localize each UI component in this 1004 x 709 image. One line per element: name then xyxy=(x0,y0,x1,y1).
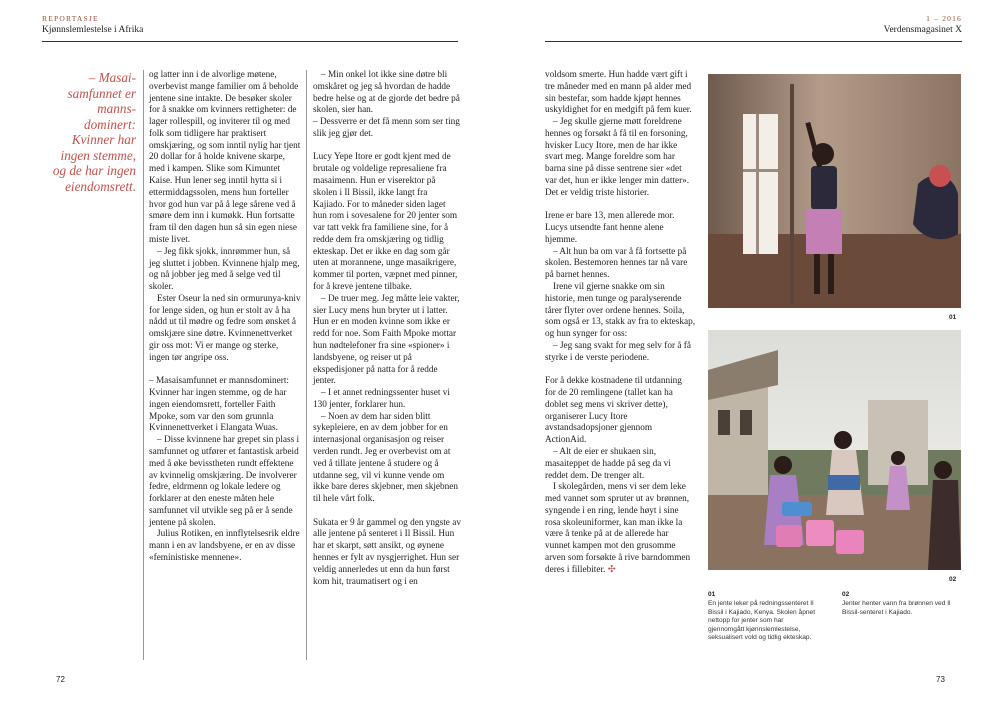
page-number-right: 73 xyxy=(936,675,945,684)
text-column-3 xyxy=(545,70,695,577)
paragraph: Sukata er 9 år gammel og den yngste av alle jentene på senteret i Il Bissil. Hun har et skarpt, søtt ansikt, og øynene hennes er fylt av nysgjerrighet. Hun ser veldig annerledes ut enn da hun først kom hit, traumatisert og i en xyxy=(313,517,461,587)
caption-number-2: 02 xyxy=(842,591,850,598)
paragraph xyxy=(545,482,695,576)
column-divider xyxy=(306,70,307,660)
paragraph: – Noen av dem har siden blitt sykepleiere, en av dem jobber for en internasjonal organisasjon og reiser verden rundt. Jeg er overbevist om at ved å tillate jentene å studere og å utdanne seg, vil vi kunne vende om ikke bare deres skjebner, men skjebnen til hele vårt folk. xyxy=(313,411,459,505)
photo-number-1: 01 xyxy=(949,314,957,321)
paragraph: og latter inn i de alvorlige møtene, overbevist mange familier om å beholde jentene sine intakte. De besøker skoler for å snakke om kvinners rettigheter: de lager rollespill, og inviterer til og med folk som tidligere har praktisert omskjæring, og som inntil nylig har tjent 20 dollar for å holde knivene skarpe, med i kampen. Slike som Kimuntet Kaise. Hun lener seg inntil hytta si i ettermiddagssolen, mens hun forteller hvor god hun var på å lege sårene ved å smøre dem inn i kumøkk. Hun fortsatte fram til den dagen hun så sin egen niese miste livet. xyxy=(149,70,301,245)
caption-2: Jenter henter vann fra brønnen ved Il Bissil-senteret i Kajiado. xyxy=(842,600,951,616)
article-topic: Kjønnslemlestelse i Afrika xyxy=(42,25,144,35)
paragraph: Irene vil gjerne snakke om sin historie, men tunge og paralyserende tårer flyter over ordene hennes. Soila, som også er 13, stakk av fra to ekteskap, og hun synger for oss: xyxy=(545,282,696,340)
pull-quote: – Masaisamfunnet er mannsdominert: Kvinner har ingen stemme, og de har ingen eiendomsrett. xyxy=(52,70,136,194)
magazine-name: Verdensmagasinet X xyxy=(883,25,962,35)
caption-number-1: 01 xyxy=(708,591,716,598)
page-number-left: 72 xyxy=(56,675,65,684)
paragraph: – Masaisamfunnet er mannsdominert: Kvinner har ingen stemme, og de har ingen eiendomsrett, forteller Faith Mpoke, som var den som grunnla Kvinnenettverket i Elangata Wuas. xyxy=(149,376,290,434)
paragraph: – Min onkel lot ikke sine døtre bli omskåret og jeg så hvordan de hadde bedre helse og at de gjorde det bedre på skolen, sier han. xyxy=(313,70,460,116)
text-column-2 xyxy=(313,70,461,588)
issue-label: 1 – 2016 xyxy=(926,14,962,23)
column-divider xyxy=(143,70,144,660)
end-mark-icon: ✣ xyxy=(607,564,616,575)
paragraph: Irene er bare 13, men allerede mor. Lucys utsendte fant henne alene hjemme. xyxy=(545,211,675,245)
paragraph: – Alt de eier er shukaen sin, masaiteppet de hadde på seg da vi reddet dem. De trenger alt. xyxy=(545,446,671,481)
paragraph: – Alt hun ba om var å få fortsette på skolen. Bestemoren hennes tar nå vare på barnet hennes. xyxy=(545,246,688,281)
paragraph: – Jeg skulle gjerne møtt foreldrene hennes og forsøkt å få til en forsoning, hvisker Lucy Itore, men de har ikke svart meg. Mange foreldre som har barna sine på disse sentrene sier «det var det, hun er ikke lenger min datter». Det er veldig triste historier. xyxy=(545,117,690,198)
header-rule-left xyxy=(42,41,458,42)
paragraph: – De truer meg. Jeg måtte leie vakter, sier Lucy mens hun bryter ut i latter. Hun er en moden kvinne som ikke er redd for noe. Som Faith Mpoke mottar hun nødtelefoner fra sine «spioner» i landsbyene, og reiser ut på ekspedisjoner på natta for å redde jenter. xyxy=(313,293,460,387)
paragraph: Ester Oseur la ned sin ormurunya-kniv for lenge siden, og hun er stolt av å ha nådd ut til mødre og fedre som ønsket å omskjære sine døtre. Kvinnenettverket gir oss mot: Vi er mange og sterke, ingen tør angripe oss. xyxy=(149,293,301,363)
paragraph: – Dessverre er det få menn som ser ting slik jeg gjør det. xyxy=(313,117,460,139)
section-label: REPORTASJE xyxy=(42,14,99,23)
paragraph: – I et annet redningssenter huset vi 130 jenter, forklarer hun. xyxy=(313,388,450,410)
paragraph-text: I skolegården, mens vi ser dem leke med vannet som spruter ut av brønnen, syngende i en ring, lende høyt i sine rosa skoleuniformer, kan man ikke la være å tenke på at de allerede har vunnet kampen mot den grusomme arven som forsøkte å rive barndommen deres i fillebiter. xyxy=(545,482,691,575)
caption-1: En jente leker på redningssenteret Il Bissil i Kajiado, Kenya. Skolen åpnet nettopp for jenter som har gjennomgått kjønnslemlestelse, seksualisert vold og tidlig ekteskap. xyxy=(708,600,816,642)
paragraph: – Disse kvinnene har grepet sin plass i samfunnet og utfører et fantastisk arbeid med å øke bevisstheten rundt effektene av kvinnelig omskjæring. De involverer fedre, eldrmenn og lokale ledere og forklarer at den eneste måten hele samfunnet vil utvikle seg på er å sende jentene på skolen. xyxy=(149,435,300,528)
paragraph: Julius Rotiken, en innflytelsesrik eldre mann i en av landsbyene, er en av disse «feministiske mennene». xyxy=(149,529,300,564)
photo-girl-in-classroom xyxy=(708,74,961,308)
photo-number-2: 02 xyxy=(949,576,957,583)
paragraph: Lucy Yepe Itore er godt kjent med de brutale og voldelige represaliene fra masaimenn. Hun er viserektor på skolen i Il Bissil, ikke langt fra Kajiado. For to måneder siden laget hun rom i sovesalene for 20 jenter som var tatt vekk fra familiene sine, for å redde dem fra omskjæring og tidlig ekteskap. Det er ikke en dag som går uten at morannene, unge masaikrigere, kommer til porten, væpnet med pinner, for å kreve jentene tilbake. xyxy=(313,152,458,293)
paragraph: voldsom smerte. Hun hadde vært gift i tre måneder med en mann på alder med sin bestefar, som hadde kjøpt hennes uskyldighet for en medgift på fem kuer. xyxy=(545,70,692,116)
text-column-1 xyxy=(149,70,301,565)
paragraph: – Jeg sang svakt for meg selv for å få styrke i de verste periodene. xyxy=(545,340,691,363)
paragraph: For å dekke kostnadene til utdanning for de 20 remlingene (tallet kan ha doblet seg mens vi skriver dette), organiserer Lucy Itore avstandsadopsjoner gjennom ActionAid. xyxy=(545,376,682,446)
header-rule-right xyxy=(545,41,962,42)
photo-girls-fetching-water xyxy=(708,330,961,570)
paragraph: – Jeg fikk sjokk, innrømmer hun, så jeg sluttet i jobben. Kvinnene hjalp meg, og nå jobber jeg med å selge ved til skoler. xyxy=(149,246,300,293)
